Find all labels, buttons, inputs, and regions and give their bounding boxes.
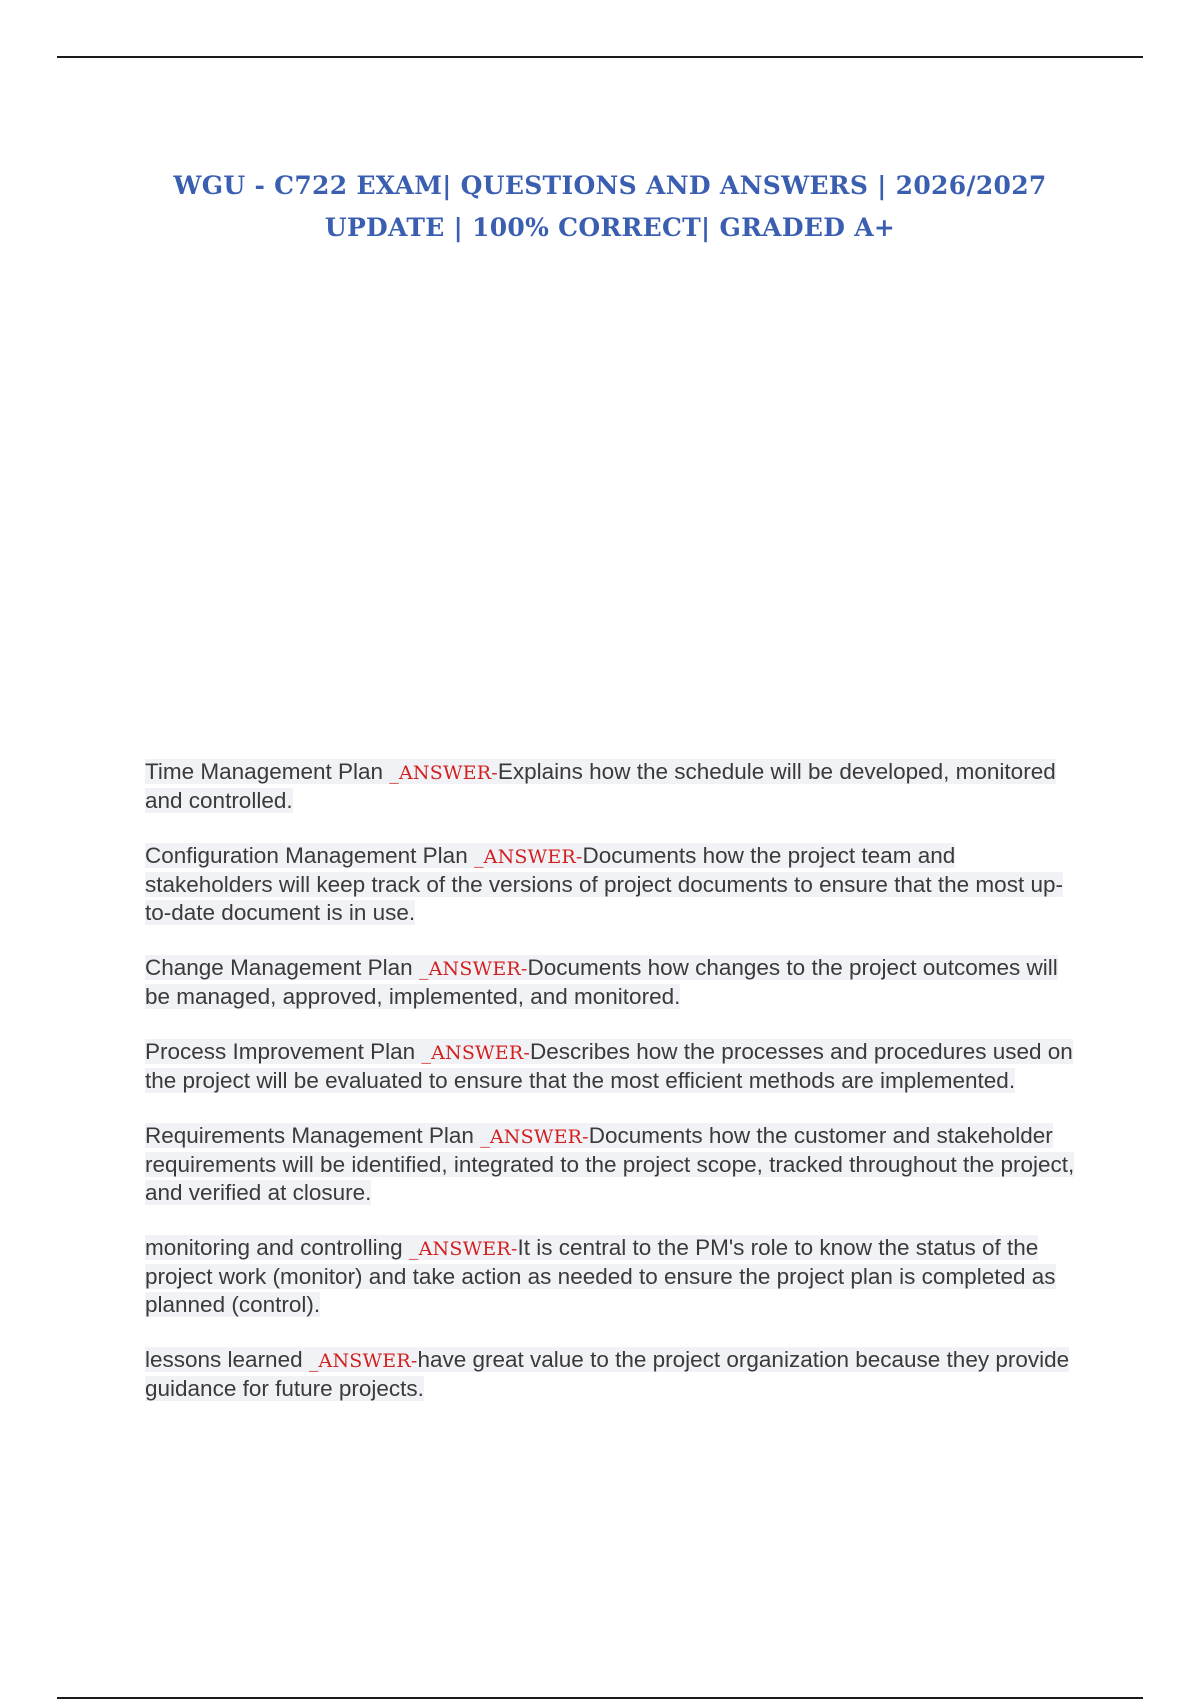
qa-definition: Documents how changes to the project outcomes will be managed, approved, implemented, and monitored.: [145, 955, 1058, 1009]
answer-marker: _ANSWER-: [480, 1126, 589, 1148]
answer-marker: _ANSWER-: [473, 846, 583, 868]
qa-definition: have great value to the project organization because they provide guidance for future projects.: [145, 1347, 1070, 1401]
qa-term: Requirements Management Plan: [145, 1123, 481, 1148]
qa-item: [145, 1234, 1085, 1319]
answer-marker: _ANSWER-: [421, 1042, 530, 1064]
qa-list: [145, 758, 1085, 1430]
qa-item: [145, 758, 1085, 815]
document-title: WGU - C722 EXAM| QUESTIONS AND ANSWERS | 2026/2027 UPDATE | 100% CORRECT| GRADED A+: [173, 170, 1047, 242]
qa-term: Time Management Plan: [145, 759, 390, 784]
answer-marker: _ANSWER-: [308, 1350, 418, 1372]
top-divider: [57, 56, 1143, 58]
answer-marker: _ANSWER-: [408, 1238, 518, 1260]
answer-marker: _ANSWER-: [418, 958, 528, 980]
qa-item: [145, 842, 1085, 927]
qa-term: Change Management Plan: [145, 955, 419, 980]
qa-definition: It is central to the PM's role to know the status of the project work (monitor) and take action as needed to ensure the project plan is completed as planned (control).: [145, 1235, 1056, 1317]
qa-term: lessons learned: [145, 1347, 309, 1372]
answer-marker: _ANSWER-: [389, 762, 498, 784]
qa-item: [145, 1038, 1085, 1095]
qa-item: [145, 954, 1085, 1011]
qa-definition: Documents how the customer and stakeholder requirements will be identified, integrated to the project scope, tracked throughout the project, and verified at closure.: [145, 1123, 1075, 1205]
qa-term: monitoring and controlling: [145, 1235, 409, 1260]
qa-term: Configuration Management Plan: [145, 843, 474, 868]
qa-item: [145, 1122, 1085, 1207]
qa-item: [145, 1346, 1085, 1403]
qa-definition: Describes how the processes and procedures used on the project will be evaluated to ensure that the most efficient methods are implemented.: [145, 1039, 1073, 1093]
bottom-divider: [57, 1697, 1143, 1699]
qa-term: Process Improvement Plan: [145, 1039, 422, 1064]
qa-definition: Documents how the project team and stakeholders will keep track of the versions of project documents to ensure that the most up-to-date document is in use.: [145, 843, 1063, 925]
qa-definition: Explains how the schedule will be developed, monitored and controlled.: [145, 759, 1056, 813]
